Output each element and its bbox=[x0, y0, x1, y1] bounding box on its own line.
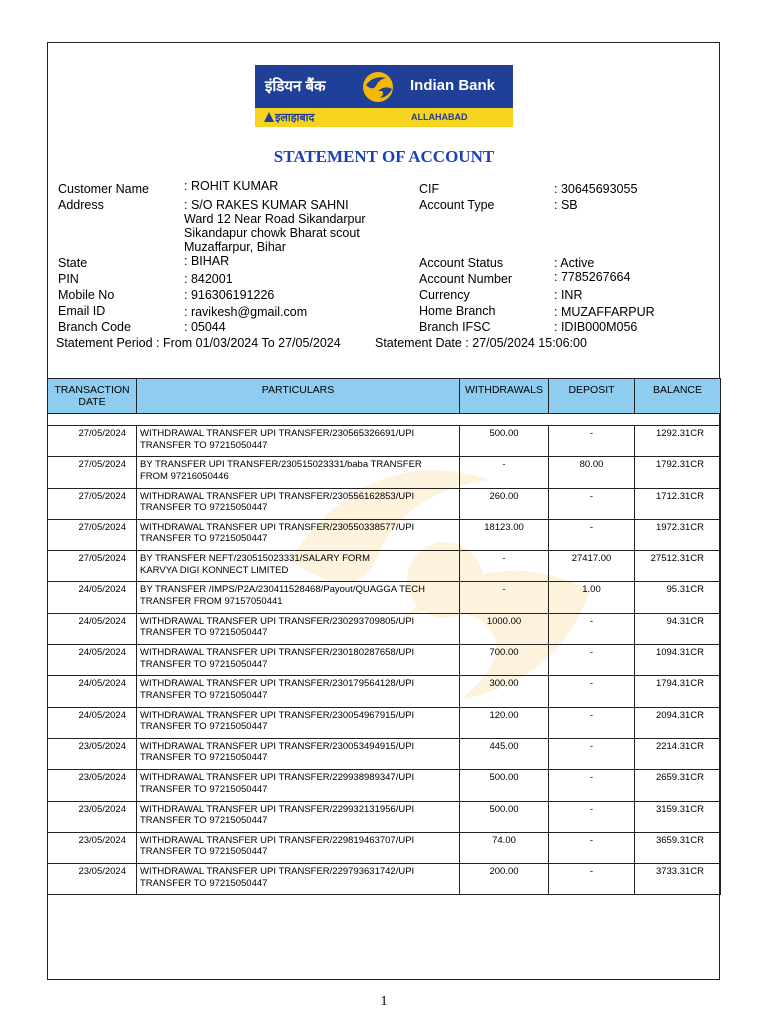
account-number-label: Account Number bbox=[419, 272, 513, 286]
cell-date: 24/05/2024 bbox=[48, 645, 137, 676]
cell-withdrawal: - bbox=[460, 582, 549, 613]
cell-withdrawal: 18123.00 bbox=[460, 519, 549, 550]
bank-emblem-icon bbox=[358, 69, 398, 105]
table-row bbox=[48, 801, 721, 832]
cell-deposit: - bbox=[549, 832, 635, 863]
cell-particulars bbox=[137, 801, 460, 832]
particulars-line-2: TRANSFER TO 97215050447 bbox=[140, 439, 268, 451]
pin-label: PIN bbox=[58, 272, 79, 286]
cell-withdrawal: 74.00 bbox=[460, 832, 549, 863]
cell-deposit: - bbox=[549, 676, 635, 707]
cell-balance: 27512.31CR bbox=[635, 551, 721, 582]
table-row bbox=[48, 519, 721, 550]
cell-balance: 1792.31CR bbox=[635, 457, 721, 488]
statement-date: Statement Date : 27/05/2024 15:06:00 bbox=[375, 336, 587, 350]
currency-value: : INR bbox=[554, 288, 583, 302]
cell-date: 23/05/2024 bbox=[48, 832, 137, 863]
particulars-line-2: TRANSFER TO 97215050447 bbox=[140, 846, 268, 858]
cell-particulars bbox=[137, 738, 460, 769]
cif-value: : 30645693055 bbox=[554, 182, 638, 196]
branch-code-label: Branch Code bbox=[58, 320, 131, 334]
cell-particulars bbox=[137, 676, 460, 707]
allahabad-triangle-icon bbox=[264, 112, 274, 122]
branch-ifsc-value: : IDIB000M056 bbox=[554, 320, 638, 334]
cell-particulars bbox=[137, 864, 460, 895]
particulars-line-2: KARVYA DIGI KONNECT LIMITED bbox=[140, 564, 289, 576]
address-line-4: Muzaffarpur, Bihar bbox=[184, 240, 286, 254]
cell-date: 23/05/2024 bbox=[48, 801, 137, 832]
account-number-value: : 7785267664 bbox=[554, 270, 631, 284]
cell-date: 27/05/2024 bbox=[48, 457, 137, 488]
home-branch-value: : MUZAFFARPUR bbox=[554, 305, 655, 319]
cell-balance: 94.31CR bbox=[635, 613, 721, 644]
table-row bbox=[48, 738, 721, 769]
cell-withdrawal: 500.00 bbox=[460, 770, 549, 801]
cell-date: 24/05/2024 bbox=[48, 707, 137, 738]
cell-deposit: - bbox=[549, 770, 635, 801]
particulars-line-2: TRANSFER TO 97215050447 bbox=[140, 815, 268, 827]
particulars-line-2: TRANSFER TO 97215050447 bbox=[140, 877, 268, 889]
cell-date: 27/05/2024 bbox=[48, 551, 137, 582]
cell-withdrawal: 1000.00 bbox=[460, 613, 549, 644]
header-deposit: DEPOSIT bbox=[549, 379, 635, 414]
cif-label: CIF bbox=[419, 182, 440, 196]
cell-deposit: - bbox=[549, 864, 635, 895]
cell-deposit: - bbox=[549, 488, 635, 519]
particulars-line-1: WITHDRAWAL TRANSFER UPI TRANSFER/229819463707/UPI bbox=[140, 834, 415, 846]
cell-date: 24/05/2024 bbox=[48, 582, 137, 613]
cell-particulars bbox=[137, 488, 460, 519]
particulars-line-2: TRANSFER TO 97215050447 bbox=[140, 689, 268, 701]
cell-deposit: - bbox=[549, 707, 635, 738]
table-row bbox=[48, 426, 721, 457]
particulars-line-1: BY TRANSFER NEFT/230515023331/SALARY FORM bbox=[140, 553, 371, 565]
particulars-line-1: WITHDRAWAL TRANSFER UPI TRANSFER/230556162853/UPI bbox=[140, 490, 415, 502]
cell-balance: 3659.31CR bbox=[635, 832, 721, 863]
branch-ifsc-label: Branch IFSC bbox=[419, 320, 491, 334]
cell-withdrawal: 120.00 bbox=[460, 707, 549, 738]
cell-withdrawal: 500.00 bbox=[460, 426, 549, 457]
particulars-line-1: BY TRANSFER /IMPS/P2A/230411528468/Payout/QUAGGA TECH bbox=[140, 584, 425, 596]
cell-balance: 2094.31CR bbox=[635, 707, 721, 738]
address-line-2: Ward 12 Near Road Sikandarpur bbox=[184, 212, 366, 226]
cell-deposit: 27417.00 bbox=[549, 551, 635, 582]
cell-date: 27/05/2024 bbox=[48, 426, 137, 457]
customer-name-label: Customer Name bbox=[58, 182, 149, 196]
table-row bbox=[48, 864, 721, 895]
particulars-line-1: WITHDRAWAL TRANSFER UPI TRANSFER/229793631742/UPI bbox=[140, 866, 415, 878]
header-balance: BALANCE bbox=[635, 379, 721, 414]
cell-date: 24/05/2024 bbox=[48, 613, 137, 644]
table-blank-row bbox=[48, 895, 721, 979]
particulars-line-1: WITHDRAWAL TRANSFER UPI TRANSFER/230293709805/UPI bbox=[140, 615, 415, 627]
cell-date: 24/05/2024 bbox=[48, 676, 137, 707]
account-type-label: Account Type bbox=[419, 198, 495, 212]
account-status-label: Account Status bbox=[419, 256, 504, 270]
cell-balance: 95.31CR bbox=[635, 582, 721, 613]
cell-balance: 1292.31CR bbox=[635, 426, 721, 457]
logo-english-name: Indian Bank bbox=[410, 77, 496, 94]
header-withdrawals: WITHDRAWALS bbox=[460, 379, 549, 414]
particulars-line-2: TRANSFER TO 97215050447 bbox=[140, 533, 268, 545]
cell-withdrawal: 260.00 bbox=[460, 488, 549, 519]
bank-logo bbox=[255, 65, 513, 127]
transactions-table bbox=[47, 378, 721, 979]
particulars-line-1: WITHDRAWAL TRANSFER UPI TRANSFER/230550338577/UPI bbox=[140, 521, 415, 533]
table-row bbox=[48, 551, 721, 582]
particulars-line-1: WITHDRAWAL TRANSFER UPI TRANSFER/230053494915/UPI bbox=[140, 740, 415, 752]
address-line-3: Sikandapur chowk Bharat scout bbox=[184, 226, 360, 240]
cell-particulars bbox=[137, 426, 460, 457]
cell-balance: 1794.31CR bbox=[635, 676, 721, 707]
particulars-line-2: TRANSFER TO 97215050447 bbox=[140, 627, 268, 639]
particulars-line-2: FROM 97216050446 bbox=[140, 470, 229, 482]
cell-deposit: 1.00 bbox=[549, 582, 635, 613]
particulars-line-2: TRANSFER FROM 97157050441 bbox=[140, 595, 283, 607]
cell-deposit: - bbox=[549, 738, 635, 769]
cell-particulars bbox=[137, 832, 460, 863]
cell-deposit: 80.00 bbox=[549, 457, 635, 488]
mobile-value: : 916306191226 bbox=[184, 288, 275, 302]
particulars-line-1: WITHDRAWAL TRANSFER UPI TRANSFER/230180287658/UPI bbox=[140, 647, 415, 659]
cell-particulars bbox=[137, 551, 460, 582]
header-particulars: PARTICULARS bbox=[137, 379, 460, 414]
particulars-line-1: WITHDRAWAL TRANSFER UPI TRANSFER/230054967915/UPI bbox=[140, 709, 415, 721]
cell-withdrawal: 700.00 bbox=[460, 645, 549, 676]
cell-particulars bbox=[137, 613, 460, 644]
currency-label: Currency bbox=[419, 288, 470, 302]
state-label: State bbox=[58, 256, 88, 270]
cell-particulars bbox=[137, 519, 460, 550]
table-row bbox=[48, 676, 721, 707]
statement-period: Statement Period : From 01/03/2024 To 27/05/2024 bbox=[56, 336, 341, 350]
particulars-line-1: WITHDRAWAL TRANSFER UPI TRANSFER/229938989347/UPI bbox=[140, 772, 415, 784]
table-row bbox=[48, 613, 721, 644]
branch-code-value: : 05044 bbox=[184, 320, 226, 334]
table-row bbox=[48, 832, 721, 863]
cell-withdrawal: 300.00 bbox=[460, 676, 549, 707]
email-label: Email ID bbox=[58, 304, 106, 318]
state-value: : BIHAR bbox=[184, 254, 230, 268]
cell-withdrawal: - bbox=[460, 457, 549, 488]
logo-english-sub: ALLAHABAD bbox=[411, 112, 468, 122]
cell-particulars bbox=[137, 707, 460, 738]
cell-particulars bbox=[137, 582, 460, 613]
particulars-line-2: TRANSFER TO 97215050447 bbox=[140, 752, 268, 764]
cell-deposit: - bbox=[549, 645, 635, 676]
email-value: : ravikesh@gmail.com bbox=[184, 305, 308, 319]
cell-date: 23/05/2024 bbox=[48, 770, 137, 801]
cell-withdrawal: 445.00 bbox=[460, 738, 549, 769]
statement-title: STATEMENT OF ACCOUNT bbox=[273, 147, 495, 166]
cell-balance: 3159.31CR bbox=[635, 801, 721, 832]
cell-balance: 3733.31CR bbox=[635, 864, 721, 895]
table-header-row bbox=[48, 379, 721, 414]
particulars-line-1: WITHDRAWAL TRANSFER UPI TRANSFER/229932131956/UPI bbox=[140, 803, 415, 815]
cell-deposit: - bbox=[549, 613, 635, 644]
particulars-line-2: TRANSFER TO 97215050447 bbox=[140, 658, 268, 670]
address-line-1: : S/O RAKES KUMAR SAHNI bbox=[184, 198, 349, 212]
page-number: 1 bbox=[380, 994, 388, 1009]
table-row bbox=[48, 645, 721, 676]
particulars-line-2: TRANSFER TO 97215050447 bbox=[140, 502, 268, 514]
home-branch-label: Home Branch bbox=[419, 304, 496, 318]
cell-withdrawal: 200.00 bbox=[460, 864, 549, 895]
particulars-line-2: TRANSFER TO 97215050447 bbox=[140, 783, 268, 795]
particulars-line-1: BY TRANSFER UPI TRANSFER/230515023331/baba TRANSFER bbox=[140, 459, 422, 471]
table-row bbox=[48, 707, 721, 738]
particulars-line-1: WITHDRAWAL TRANSFER UPI TRANSFER/230565326691/UPI bbox=[140, 428, 415, 439]
cell-date: 27/05/2024 bbox=[48, 519, 137, 550]
cell-date: 23/05/2024 bbox=[48, 864, 137, 895]
cell-balance: 2214.31CR bbox=[635, 738, 721, 769]
cell-balance: 1094.31CR bbox=[635, 645, 721, 676]
table-row bbox=[48, 770, 721, 801]
cell-balance: 1712.31CR bbox=[635, 488, 721, 519]
mobile-label: Mobile No bbox=[58, 288, 115, 302]
account-status-value: : Active bbox=[554, 256, 595, 270]
cell-deposit: - bbox=[549, 426, 635, 457]
cell-particulars bbox=[137, 645, 460, 676]
cell-balance: 1972.31CR bbox=[635, 519, 721, 550]
table-row bbox=[48, 457, 721, 488]
cell-withdrawal: - bbox=[460, 551, 549, 582]
cell-particulars bbox=[137, 770, 460, 801]
pin-value: : 842001 bbox=[184, 272, 233, 286]
cell-withdrawal: 500.00 bbox=[460, 801, 549, 832]
cell-particulars bbox=[137, 457, 460, 488]
table-row bbox=[48, 488, 721, 519]
customer-name-value: : ROHIT KUMAR bbox=[184, 179, 279, 193]
cell-date: 23/05/2024 bbox=[48, 738, 137, 769]
account-type-value: : SB bbox=[554, 198, 578, 212]
table-row bbox=[48, 582, 721, 613]
logo-hindi-sub: इलाहाबाद bbox=[275, 112, 315, 124]
header-transaction-date: TRANSACTION DATE bbox=[48, 379, 137, 414]
address-label: Address bbox=[58, 198, 104, 212]
logo-hindi-name: इंडियन बैंक bbox=[265, 78, 326, 95]
cell-deposit: - bbox=[549, 801, 635, 832]
particulars-line-2: TRANSFER TO 97215050447 bbox=[140, 721, 268, 733]
particulars-line-1: WITHDRAWAL TRANSFER UPI TRANSFER/230179564128/UPI bbox=[140, 678, 415, 690]
cell-date: 27/05/2024 bbox=[48, 488, 137, 519]
cell-deposit: - bbox=[549, 519, 635, 550]
cell-balance: 2659.31CR bbox=[635, 770, 721, 801]
